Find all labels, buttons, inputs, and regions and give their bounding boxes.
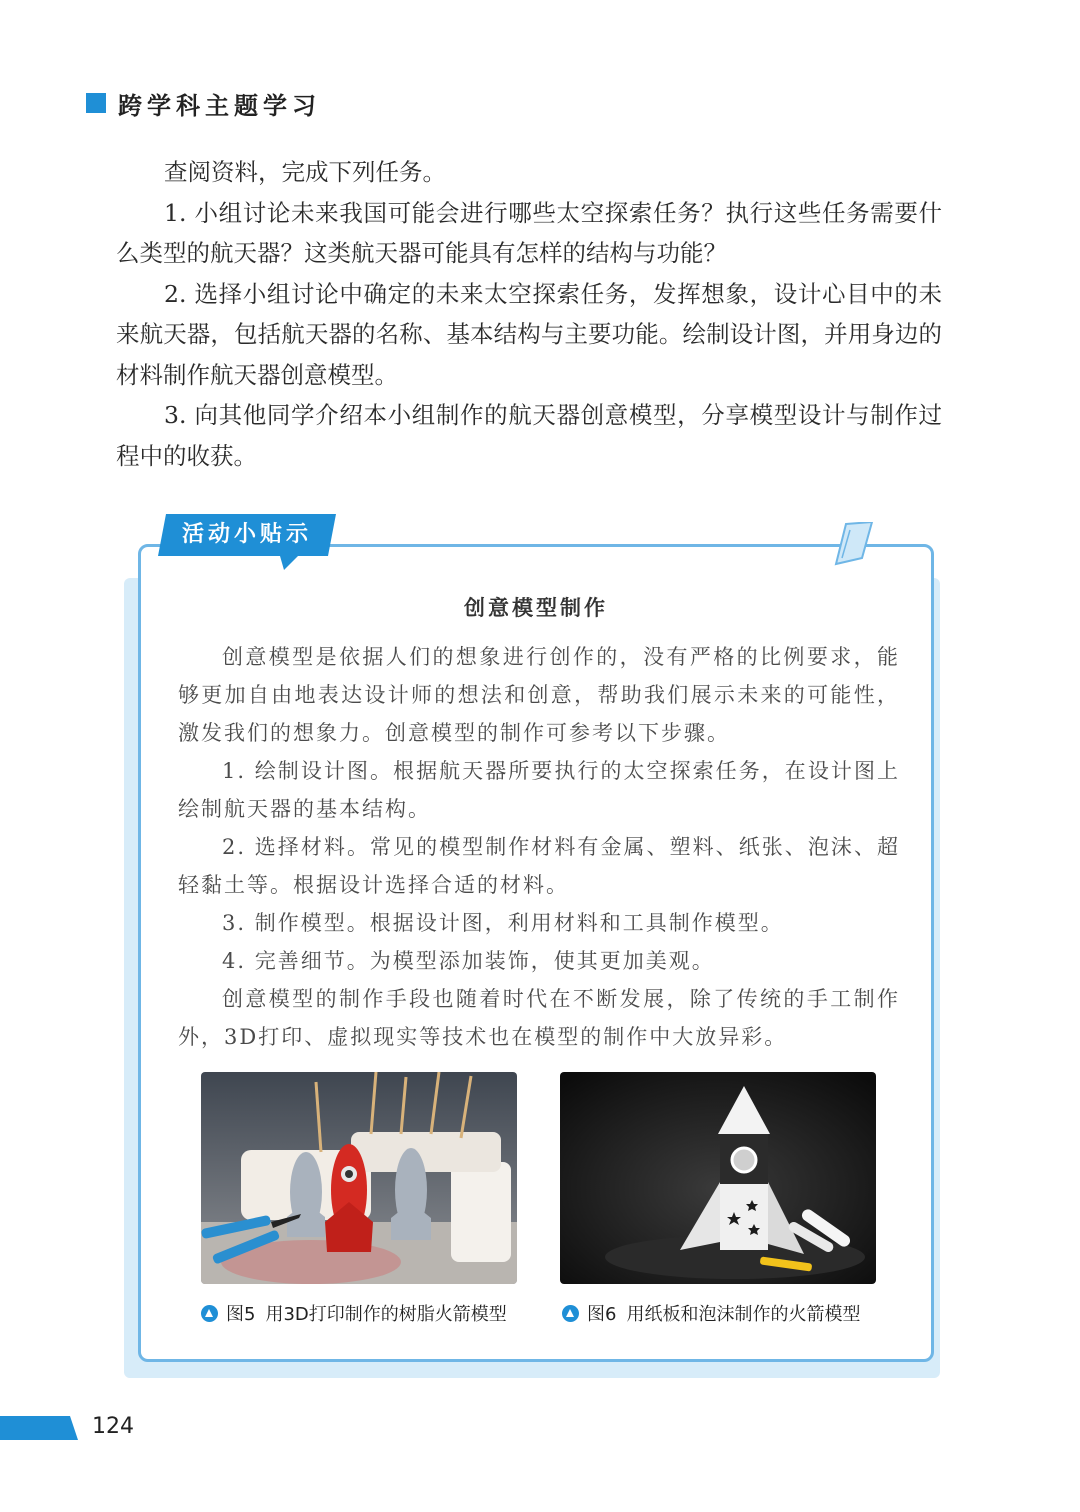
intro-paragraph: 3. 向其他同学介绍本小组制作的航天器创意模型，分享模型设计与制作过程中的收获。 xyxy=(116,401,942,470)
figure-6-photo xyxy=(560,1072,876,1284)
activity-text xyxy=(178,638,900,1056)
activity-tag-label: 活动小贴示 xyxy=(181,522,312,547)
activity-tag xyxy=(158,514,336,570)
figure-caption-text: 用纸板和泡沫制作的火箭模型 xyxy=(626,1304,861,1325)
activity-paragraph: 3. 制作模型。根据设计图，利用材料和工具制作模型。 xyxy=(222,911,784,935)
intro-paragraph: 1. 小组讨论未来我国可能会进行哪些太空探索任务？执行这些任务需要什么类型的航天器？这类航天器可能具有怎样的结构与功能？ xyxy=(116,198,942,267)
figure-number: 图6 xyxy=(587,1304,617,1325)
caption-triangle-icon xyxy=(562,1305,579,1322)
figure-5-caption xyxy=(201,1300,507,1326)
intro-paragraph: 2. 选择小组讨论中确定的未来太空探索任务，发挥想象，设计心目中的未来航天器，包括航天器的名称、基本结构与主要功能。绘制设计图，并用身边的材料制作航天器创意模型。 xyxy=(116,279,942,389)
activity-paragraph: 2. 选择材料。常见的模型制作材料有金属、塑料、纸张、泡沫、超轻黏土等。根据设计选择合适的材料。 xyxy=(178,835,900,897)
intro-paragraph: 查阅资料，完成下列任务。 xyxy=(164,158,446,186)
activity-title: 创意模型制作 xyxy=(464,596,608,620)
activity-paragraph: 创意模型的制作手段也随着时代在不断发展，除了传统的手工制作外，3D打印、虚拟现实等技术也在模型的制作中大放异彩。 xyxy=(178,987,900,1049)
figure-number: 图5 xyxy=(226,1304,256,1325)
header-square-icon xyxy=(86,93,106,113)
caption-triangle-icon xyxy=(201,1305,218,1322)
ribbon-icon xyxy=(832,522,874,566)
figure-5-photo xyxy=(201,1072,517,1284)
section-header xyxy=(86,88,321,118)
footer-bar xyxy=(0,1416,78,1440)
intro-text xyxy=(116,152,942,476)
activity-paragraph: 创意模型是依据人们的想象进行创作的，没有严格的比例要求，能够更加自由地表达设计师的想法和创意，帮助我们展示未来的可能性，激发我们的想象力。创意模型的制作可参考以下步骤。 xyxy=(178,645,900,745)
figure-caption-text: 用3D打印制作的树脂火箭模型 xyxy=(265,1304,507,1325)
section-title: 跨学科主题学习 xyxy=(118,91,321,120)
figure-6-caption xyxy=(562,1300,860,1326)
page-number: 124 xyxy=(92,1414,134,1439)
activity-paragraph: 4. 完善细节。为模型添加装饰，使其更加美观。 xyxy=(222,949,715,973)
activity-paragraph: 1. 绘制设计图。根据航天器所要执行的太空探索任务，在设计图上绘制航天器的基本结构。 xyxy=(178,759,900,821)
